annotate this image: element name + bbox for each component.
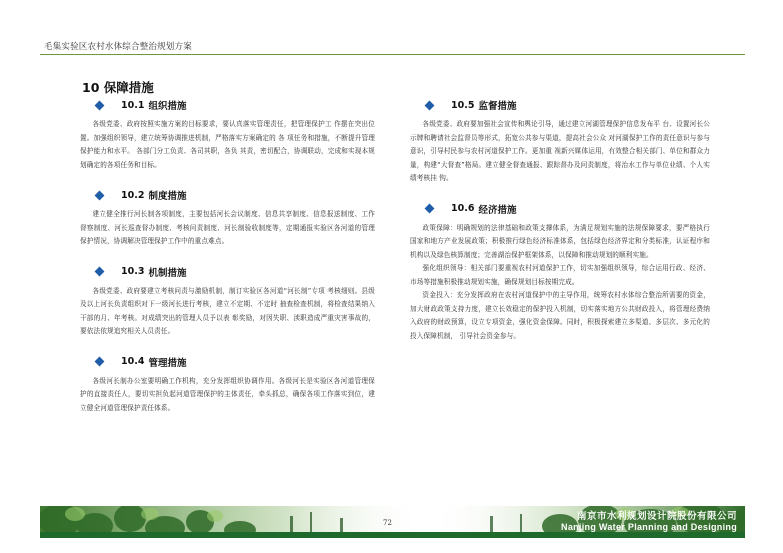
section-number: 10.1: [121, 99, 145, 111]
section-supervision: [410, 96, 710, 186]
section-management: [80, 353, 375, 416]
section-paragraph: 各级党委、政府要建立考核问责与激励机制，制订实验区各河道“河长制”专项 考核细则。县级及以上河长负责组织对下一级河长进行考核，建立不定期、不定时 抽查检查机制，将检查结果纳入干部的月、年考核。对成绩突出的管理人员予以表 彰奖励，对因失职、渎职造成严重灾害事故的，要依法依规追究相关人员责任。: [80, 286, 375, 335]
section-title: 组织措施: [148, 101, 187, 112]
diamond-bullet-icon: [425, 204, 435, 214]
diamond-bullet-icon: [425, 100, 435, 110]
right-column: [410, 96, 710, 357]
diamond-bullet-icon: [95, 190, 105, 200]
section-paragraph: 政策保障：明确规划的法律基础和政策支撑体系，为满足规划实施的法规保障要求，要严格执行国家和地方产业发展政策；积极推行绿色经济标准体系，包括绿色经济界定和分类标准，认证程序和机构以及绿色核算制度；完善湖治保护框架体系，以保障和推动规划的顺利实施。: [410, 223, 710, 259]
section-number: 10.3: [121, 266, 145, 277]
section-economy: [410, 200, 710, 344]
section-paragraph: 资金投入：充分发挥政府在农村河道保护中的主导作用，统筹农村水体综合整治所需要的资金，加大财政政策支持力度，建立长效稳定的保护投入机制，切实落实地方公共财政投入，将管理经费纳入政府的财政预算，设立专项资金，强化资金保障。同时，积极探索建立多渠道、多层次、多元化的投入保障机制， 引导社会资金参与。: [410, 291, 710, 340]
section-paragraph: 各级河长制办公室要明确工作机构，充分发挥组织协调作用。各级河长是实验区各河道管理保护的直接责任人，要切实担负起河道管理保护的主体责任，牵头抓总，确保各项工作落实到位，建立健全河道管理保护责任体系。: [80, 376, 375, 412]
section-title: 监督措施: [478, 101, 517, 112]
section-title: 经济措施: [478, 204, 517, 216]
diamond-bullet-icon: [95, 357, 105, 367]
section-number: 10.2: [121, 189, 145, 201]
section-title: 制度措施: [148, 191, 187, 202]
page-number: 72: [383, 519, 392, 527]
diamond-bullet-icon: [95, 267, 105, 277]
left-column: [80, 96, 375, 429]
section-title: 管理措施: [148, 357, 187, 369]
section-number: 10.6: [451, 203, 475, 214]
section-paragraph: 各级党委、政府按照实施方案的目标要求，要认真落实管理责任，把管理保护工 作摆在突出位置。加强组织领导，建立统筹协调推进机制，严格落实方案确定的 各 项任务和措施，不断提升管理保护能力和水平。 各部门分工负责、各司其职，各负 其责，密切配合，协调联动，完成和实现本规划确定的各项任务和目标。: [80, 120, 375, 169]
company-name-cn: 南京市水利规划设计院股份有限公司: [576, 511, 737, 522]
section-title: 机制措施: [148, 267, 187, 279]
footer-bar: [40, 532, 745, 538]
company-name-en: Nanjing Water Planning and Designing: [561, 522, 737, 532]
section-paragraph: 建立健全推行河长制各项制度，主要包括河长会议制度、信息共享制度、信息报送制度、工作督察制度、河长巡查督办制度、考核问责制度、河长制验收制度等，定期通报实验区各河道的管理保护情况，协调解决管理保护工作中的重点难点。: [80, 210, 375, 245]
section-number: 10.4: [121, 356, 145, 367]
section-paragraph: 各级党委、政府要加强社会宣传和舆论引导，通过建立河湖管理保护信息发布平 台、设置河长公示牌和聘请社会监督员等形式，拓宽公共参与渠道，提高社会公众 对河湖保护工作的责任意识与参与意识，引导村民参与农村河道保护工作。更加重 视新兴媒体运用，有效整合相关部门、单位和群众力量，构建“大督查”格局。建立健全督查通报、跟踪督办及问责制度，将治水工作与单位业绩、个人实绩考核挂 钩。: [410, 120, 710, 182]
section-mechanism: [80, 263, 375, 339]
section-paragraph: 强化组织领导：相关部门要重视农村河道保护工作，切实加强组织领导，综合运用行政、经济、市场等措施积极推动规划实施，确保规划目标按期完成。: [410, 264, 710, 286]
section-system: [80, 186, 375, 249]
section-number: 10.5: [451, 99, 475, 111]
header-divider: [40, 54, 745, 55]
diamond-bullet-icon: [95, 100, 105, 110]
chapter-title: 10 保障措施: [82, 80, 154, 95]
document-title: 毛集实验区农村水体综合整治规划方案: [44, 42, 192, 52]
section-organization: [80, 96, 375, 172]
